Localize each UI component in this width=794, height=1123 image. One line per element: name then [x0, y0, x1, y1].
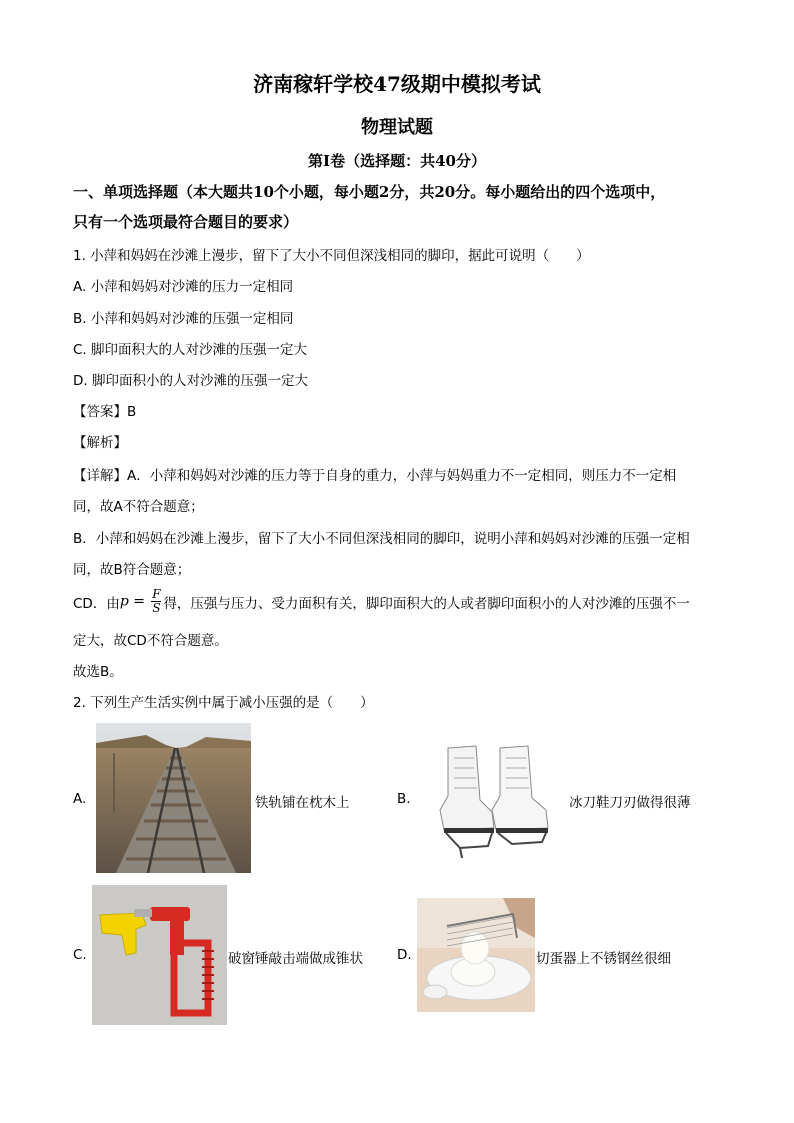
part-title: 第Ⅰ卷（选择题：共40分）: [308, 152, 486, 170]
question-2-option-a-text: 铁轨铺在枕木上: [255, 795, 350, 811]
question-1-detail-line3: B．小萍和妈妈在沙滩上漫步，留下了大小不同但深浅相同的脚印，说明小萍和妈妈对沙滩的压强一定相: [73, 531, 690, 547]
exam-title: 济南稼轩学校47级期中模拟考试: [253, 72, 541, 96]
question-2-option-c-letter: C.: [73, 947, 87, 963]
section-heading-line1: 一、单项选择题（本大题共10个小题，每小题2分，共20分。每小题给出的四个选项中，: [73, 183, 666, 201]
formula-equals: =: [133, 593, 145, 610]
subject-title: 物理试题: [361, 117, 433, 138]
question-1-option-d: D. 脚印面积小的人对沙滩的压强一定大: [73, 373, 308, 389]
question-1-stem: 1. 小萍和妈妈在沙滩上漫步，留下了大小不同但深浅相同的脚印，据此可说明（ ）: [73, 248, 590, 264]
formula-fraction: [151, 588, 161, 615]
cd-rest: 得，压强与压力、受力面积有关，脚印面积大的人或者脚印面积小的人对沙滩的压强不一: [163, 595, 690, 612]
egg-slicer-image: [417, 898, 535, 1012]
question-1-detail-line4: 同，故B符合题意；: [73, 562, 191, 578]
question-1-conclusion: 故选B。: [73, 664, 123, 680]
question-1-detail-line1: 【详解】A．小萍和妈妈对沙滩的压力等于自身的重力，小萍与妈妈重力不一定相同，则压力不一定相: [73, 468, 677, 484]
question-2-option-d-text: 切蛋器上不锈钢丝很细: [536, 951, 671, 967]
question-2-option-a-letter: A.: [73, 791, 87, 807]
question-1-answer: 【答案】B: [73, 404, 137, 420]
question-1-option-a: A. 小萍和妈妈对沙滩的压力一定相同: [73, 279, 294, 295]
railway-track-image: [96, 723, 251, 873]
ice-skates-image: [430, 740, 560, 860]
question-2-stem: 2. 下列生产生活实例中属于减小压强的是（ ）: [73, 695, 374, 711]
cd-prefix: CD．由: [73, 595, 120, 612]
safety-hammer-image: [92, 885, 227, 1025]
formula-numerator: F: [152, 587, 161, 601]
question-1-cd-line: [73, 588, 690, 615]
question-1-option-b: B. 小萍和妈妈对沙滩的压强一定相同: [73, 311, 294, 327]
question-2-option-c-text: 破窗锤敲击端做成锥状: [228, 951, 363, 967]
question-2-option-b-text: 冰刀鞋刀刃做得很薄: [569, 795, 691, 811]
pressure-formula: [120, 588, 164, 615]
question-2-option-b-letter: B.: [397, 791, 411, 807]
section-heading-line2: 只有一个选项最符合题目的要求）: [73, 213, 299, 231]
question-2-option-d-letter: D.: [397, 947, 412, 963]
question-1-option-c: C. 脚印面积大的人对沙滩的压强一定大: [73, 342, 308, 358]
question-1-analysis-label: 【解析】: [73, 435, 127, 451]
question-1-detail-line2: 同，故A不符合题意；: [73, 499, 204, 515]
formula-denominator: S: [152, 601, 161, 615]
question-1-cd-line2: 定大，故CD不符合题意。: [73, 633, 228, 649]
formula-lhs: p: [119, 593, 129, 610]
